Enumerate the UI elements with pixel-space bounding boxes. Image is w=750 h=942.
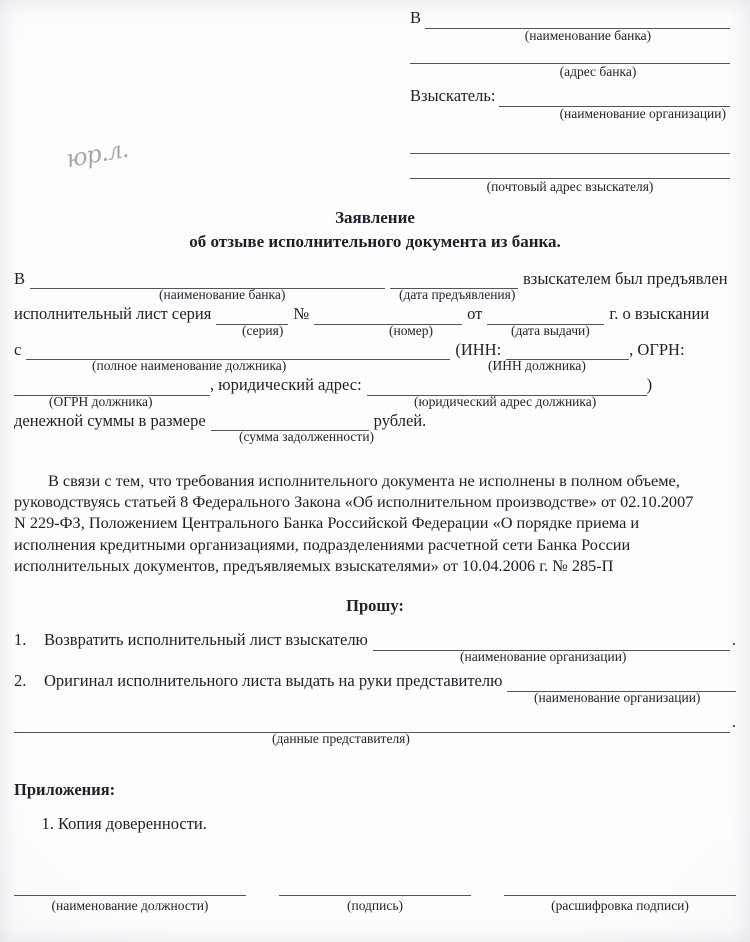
body-line-4-captions — [14, 395, 736, 412]
number-sign: № — [293, 304, 310, 324]
inn-open-label: (ИНН: — [455, 339, 502, 359]
caption-number: (номер) — [389, 322, 433, 338]
representative-data-row — [14, 712, 736, 732]
line5-prefix: денежной суммы в размере — [14, 410, 206, 430]
spacer — [410, 51, 730, 63]
caption-presentation-date: (дата предъявления) — [399, 287, 516, 303]
body-line-4 — [14, 376, 736, 394]
representative-captions — [14, 732, 736, 749]
caption-debt-amount: (сумма задолженности) — [239, 429, 375, 445]
paragraph-line-5: исполнительных документов, предъявляемых взыскателями» от 10.04.2006 г. № 285-П — [14, 555, 614, 575]
request-item-1-captions — [14, 650, 736, 671]
caption-issue-date: (дата выдачи) — [511, 322, 590, 338]
addressing-header — [410, 8, 730, 201]
legal-address-label: , юридический адрес: — [210, 375, 362, 395]
signature-name-column — [504, 895, 736, 914]
page-title — [0, 206, 750, 254]
line1-suffix: взыскателем был предъявлен — [523, 269, 728, 288]
line5-suffix: рублей. — [373, 410, 427, 430]
caption-debtor-ogrn: (ОГРН должника) — [49, 393, 153, 409]
caption-representative-data: (данные представителя) — [272, 731, 410, 746]
representative-terminator: . — [731, 712, 736, 731]
line2-prefix: исполнительный лист серия — [14, 304, 212, 324]
form-body — [14, 270, 736, 447]
body-line-3 — [14, 341, 736, 359]
paragraph-line-1: В связи с тем, что требования исполнительного документа не исполнены в полном объеме, — [48, 471, 680, 490]
caption-claimant-postal-address: (почтовый адрес взыскателя) — [486, 178, 654, 194]
addressee-prefix: В — [410, 8, 422, 27]
request-item-1-text: Возвратить исполнительный лист взыскателю — [44, 630, 368, 649]
signature-position-column — [14, 895, 246, 914]
claimant-row — [410, 86, 730, 106]
line1-prefix: В — [14, 269, 26, 288]
caption-signature-transcript: (расшифровка подписи) — [551, 898, 689, 914]
claimant-name-blank[interactable] — [499, 90, 730, 107]
body-line-3-captions — [14, 359, 736, 376]
spacer — [410, 154, 730, 178]
caption-org-name-item-1: (наименование организации) — [460, 649, 627, 664]
line4-close-paren: ) — [646, 375, 653, 395]
caption-position-title: (наименование должности) — [51, 898, 209, 914]
request-item-2-captions — [14, 691, 736, 712]
body-line-1-captions — [14, 288, 736, 305]
attachments-section — [14, 780, 207, 835]
signature-position-blank[interactable] — [14, 895, 246, 896]
body-line-1 — [14, 270, 736, 288]
caption-debtor-inn: (ИНН должника) — [488, 358, 586, 374]
attachment-item: 1. Копия доверенности. — [58, 812, 207, 835]
signature-name-blank[interactable] — [504, 895, 736, 896]
title-line-1: Заявление — [335, 208, 415, 227]
line2-suffix: г. о взыскании — [609, 304, 710, 324]
request-item-1-terminator: . — [731, 630, 736, 649]
caption-signature: (подпись) — [346, 898, 404, 914]
attachments-list — [14, 812, 207, 835]
ogrn-label: , ОГРН: — [629, 339, 685, 359]
bank-name-row — [410, 8, 730, 28]
legal-basis-paragraph — [14, 470, 736, 576]
body-line-2-captions — [14, 324, 736, 341]
request-heading: Прошу: — [346, 596, 404, 615]
body-line-2 — [14, 305, 736, 323]
signature-blank[interactable] — [279, 895, 471, 896]
request-item-2-number: 2. — [14, 671, 27, 690]
caption-org-name-item-2: (наименование организации) — [534, 690, 701, 705]
handwritten-margin-note: юр.л. — [64, 134, 130, 174]
body-line-5-captions — [14, 430, 736, 447]
request-item-2-text: Оригинал исполнительного листа выдать на руки представителю — [44, 671, 503, 690]
paragraph-line-3: N 229-ФЗ, Положением Центрального Банка Российской Федерации «О порядке приема и — [14, 513, 640, 533]
spacer — [410, 129, 730, 153]
line2-from: от — [467, 304, 483, 324]
request-item-2 — [14, 671, 736, 691]
signature-footer — [14, 895, 736, 914]
body-line-5 — [14, 412, 736, 430]
signature-sign-column — [279, 895, 471, 914]
paragraph-line-2: руководствуясь статьей 8 Федерального Закона «Об исполнительном производстве» от 02.10.2007 — [14, 492, 694, 512]
paragraph-line-4: исполнения кредитными организациями, подразделениями расчетной сети Банка России — [14, 534, 631, 554]
attachments-heading: Приложения: — [14, 780, 116, 799]
claimant-label: Взыскатель: — [410, 86, 496, 106]
caption-bank-address: (адрес банка) — [559, 63, 637, 79]
request-item-1-number: 1. — [14, 630, 27, 649]
caption-series: (серия) — [242, 322, 284, 338]
caption-debtor-full-name: (полное наименование должника) — [92, 358, 287, 374]
caption-org-name: (наименование организации) — [559, 106, 726, 122]
title-line-2: об отзыве исполнительного документа из банка. — [189, 232, 561, 252]
caption-bank-name: (наименование банка) — [524, 28, 652, 43]
caption-bank-name-body: (наименование банка) — [159, 287, 286, 303]
caption-debtor-legal-address: (юридический адрес должника) — [414, 393, 597, 409]
bank-name-blank[interactable] — [425, 12, 730, 29]
request-item-1 — [14, 630, 736, 650]
request-items — [14, 630, 736, 749]
line3-prefix: с — [14, 339, 22, 359]
